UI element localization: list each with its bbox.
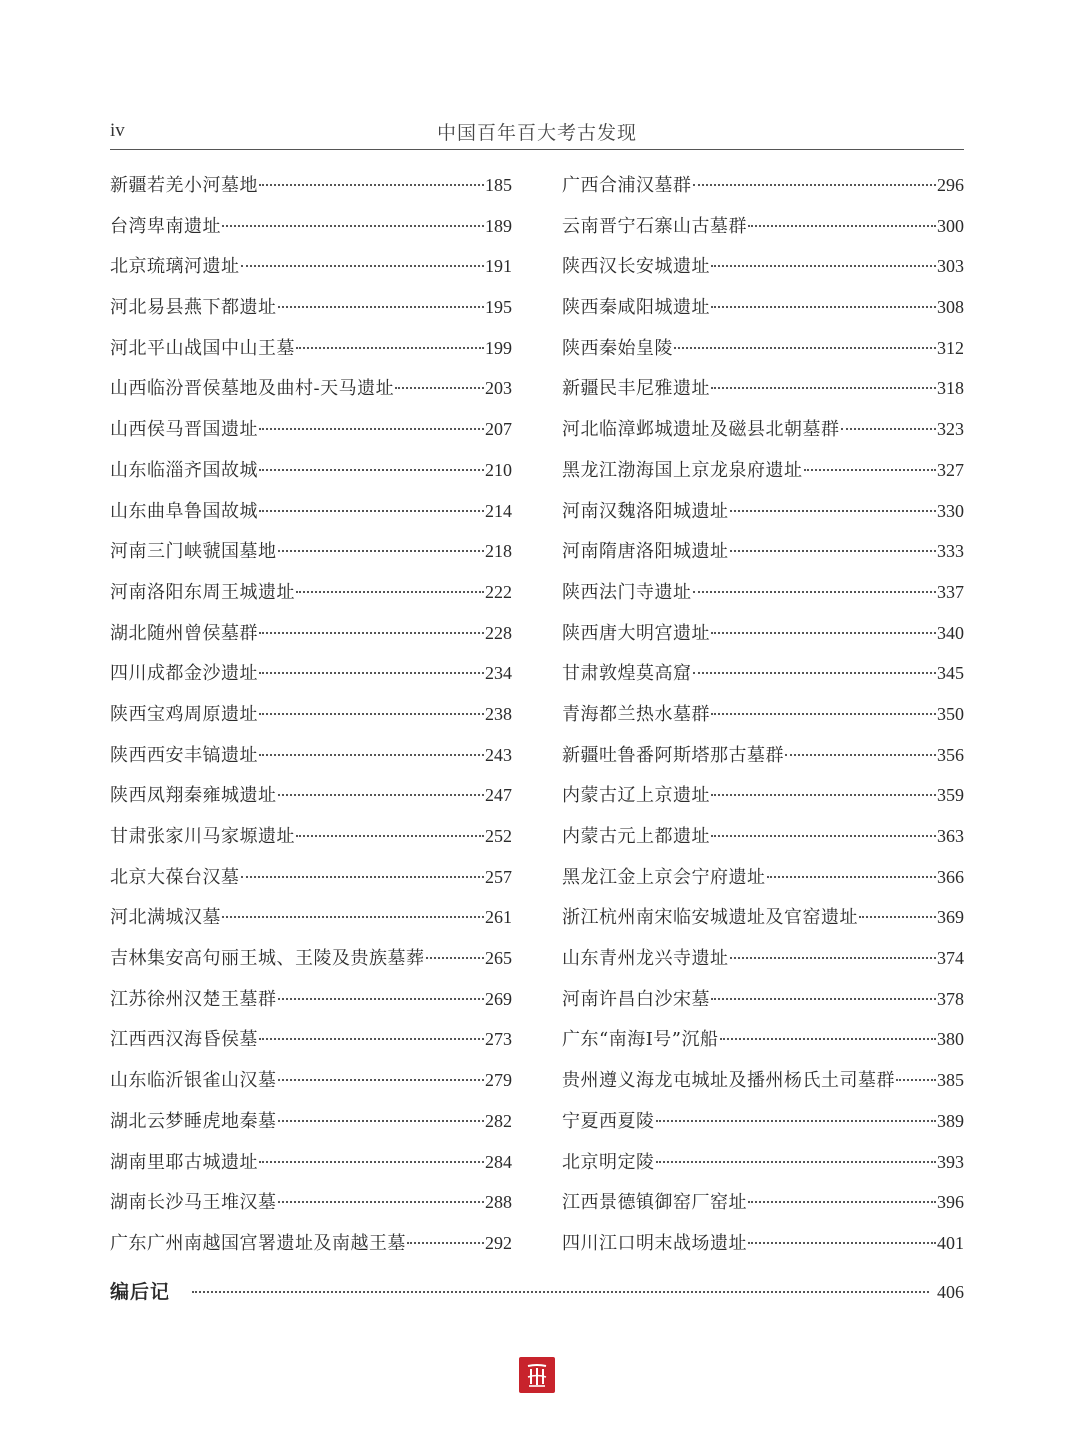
toc-entry-page: 261 bbox=[485, 907, 512, 928]
toc-entry[interactable] bbox=[110, 1060, 512, 1101]
toc-entry-title: 内蒙古辽上京遗址 bbox=[562, 785, 710, 807]
dot-leader bbox=[259, 510, 484, 512]
toc-entry[interactable] bbox=[110, 572, 512, 613]
dot-leader bbox=[278, 306, 485, 308]
toc-entry[interactable] bbox=[562, 775, 964, 816]
toc-entry-page: 243 bbox=[485, 744, 512, 765]
toc-entry-page: 345 bbox=[937, 663, 964, 684]
dot-leader bbox=[259, 184, 484, 186]
dot-leader bbox=[693, 184, 937, 186]
toc-entry[interactable] bbox=[110, 328, 512, 369]
toc-entry-page: 340 bbox=[937, 622, 964, 643]
toc-entry[interactable] bbox=[110, 613, 512, 654]
toc-entry-page: 273 bbox=[485, 1029, 512, 1050]
dot-leader bbox=[278, 550, 485, 552]
toc-entry-page: 374 bbox=[937, 948, 964, 969]
toc-entry-title: 新疆吐鲁番阿斯塔那古墓群 bbox=[562, 744, 784, 766]
dot-leader bbox=[711, 713, 936, 715]
toc-entry-title: 江西西汉海昏侯墓 bbox=[110, 1029, 258, 1051]
toc-entry[interactable] bbox=[110, 1182, 512, 1223]
toc-entry-title: 陕西秦咸阳城遗址 bbox=[562, 297, 710, 319]
toc-entry-title: 河北临漳邺城遗址及磁县北朝墓群 bbox=[562, 419, 840, 441]
toc-entry-page: 318 bbox=[937, 378, 964, 399]
toc-entry-title: 山东临沂银雀山汉墓 bbox=[110, 1070, 277, 1092]
toc-entry-page: 303 bbox=[937, 256, 964, 277]
toc-entry[interactable] bbox=[562, 246, 964, 287]
toc-entry-page: 257 bbox=[485, 866, 512, 887]
toc-entry-page: 199 bbox=[485, 337, 512, 358]
toc-entry[interactable] bbox=[110, 409, 512, 450]
toc-entry-title: 北京琉璃河遗址 bbox=[110, 256, 240, 278]
toc-entry-page: 282 bbox=[485, 1110, 512, 1131]
dot-leader bbox=[804, 469, 937, 471]
dot-leader bbox=[748, 1201, 936, 1203]
toc-entry-title: 河北易县燕下都遗址 bbox=[110, 297, 277, 319]
toc-entry[interactable] bbox=[110, 1223, 512, 1264]
toc-entry[interactable] bbox=[110, 857, 512, 898]
toc-entry-title: 江西景德镇御窑厂窑址 bbox=[562, 1192, 747, 1214]
toc-entry[interactable] bbox=[562, 531, 964, 572]
dot-leader bbox=[192, 1291, 929, 1293]
toc-entry-title: 河北满城汉墓 bbox=[110, 907, 221, 929]
toc-entry[interactable] bbox=[562, 165, 964, 206]
toc-entry[interactable] bbox=[110, 287, 512, 328]
toc-entry-title: 内蒙古元上都遗址 bbox=[562, 826, 710, 847]
toc-entry-page: 195 bbox=[485, 297, 512, 318]
toc-entry[interactable] bbox=[110, 368, 512, 409]
toc-entry-title: 河南汉魏洛阳城遗址 bbox=[562, 500, 729, 522]
toc-entry-title: 山西侯马晋国遗址 bbox=[110, 419, 258, 441]
dot-leader bbox=[407, 1242, 484, 1244]
toc-entry-page: 288 bbox=[485, 1192, 512, 1213]
dot-leader bbox=[748, 1242, 936, 1244]
toc-entry-page: 207 bbox=[485, 419, 512, 440]
toc-entry-title: 宁夏西夏陵 bbox=[562, 1110, 655, 1132]
toc-entry-page: 214 bbox=[485, 500, 512, 521]
toc-entry-title: 北京明定陵 bbox=[562, 1151, 655, 1173]
toc-entry-page: 356 bbox=[937, 744, 964, 765]
dot-leader bbox=[711, 306, 936, 308]
toc-entry[interactable] bbox=[562, 1019, 964, 1060]
toc-entry[interactable] bbox=[562, 938, 964, 979]
dot-leader bbox=[278, 1120, 485, 1122]
toc-entry-page: 312 bbox=[937, 337, 964, 358]
toc-entry[interactable] bbox=[110, 816, 512, 857]
toc-entry-page: 389 bbox=[937, 1110, 964, 1131]
toc-entry[interactable] bbox=[562, 857, 964, 898]
toc-entry[interactable] bbox=[562, 1060, 964, 1101]
toc-entry-title: 浙江杭州南宋临安城遗址及官窑遗址 bbox=[562, 907, 858, 929]
toc-entry-page: 337 bbox=[937, 581, 964, 602]
toc-entry-page: 292 bbox=[485, 1232, 512, 1253]
toc-entry[interactable] bbox=[110, 165, 512, 206]
toc-entry[interactable] bbox=[110, 979, 512, 1020]
toc-entry-title: 山东曲阜鲁国故城 bbox=[110, 500, 258, 522]
toc-entry-title: 吉林集安高句丽王城、王陵及贵族墓葬 bbox=[110, 948, 425, 970]
toc-entry[interactable] bbox=[562, 1182, 964, 1223]
toc-entry-page: 284 bbox=[485, 1151, 512, 1172]
toc-entry-title: 河南三门峡虢国墓地 bbox=[110, 541, 277, 563]
toc-entry-title: 湖南里耶古城遗址 bbox=[110, 1151, 258, 1173]
dot-leader bbox=[259, 428, 484, 430]
dot-leader bbox=[859, 916, 936, 918]
dot-leader bbox=[711, 794, 936, 796]
toc-entry-page: 269 bbox=[485, 988, 512, 1009]
toc-entry-title: 河南许昌白沙宋墓 bbox=[562, 988, 710, 1010]
toc-entry-title: 台湾卑南遗址 bbox=[110, 215, 221, 237]
toc-entry-title: 广西合浦汉墓群 bbox=[562, 175, 692, 196]
dot-leader bbox=[278, 1079, 485, 1081]
toc-entry[interactable] bbox=[110, 491, 512, 532]
toc-entry-page: 191 bbox=[485, 256, 512, 277]
toc-entry[interactable] bbox=[562, 816, 964, 857]
toc-entry[interactable] bbox=[562, 409, 964, 450]
toc-entry-page: 189 bbox=[485, 215, 512, 236]
dot-leader bbox=[711, 998, 936, 1000]
toc-entry-title: 新疆若羌小河墓地 bbox=[110, 175, 258, 196]
toc-entry[interactable] bbox=[562, 735, 964, 776]
dot-leader bbox=[259, 1038, 484, 1040]
toc-entry-title: 陕西秦始皇陵 bbox=[562, 337, 673, 359]
dot-leader bbox=[693, 672, 937, 674]
toc-entry-page: 330 bbox=[937, 500, 964, 521]
toc-entry[interactable] bbox=[110, 450, 512, 491]
toc-entry-page: 406 bbox=[937, 1282, 964, 1302]
toc-entry-title: 陕西宝鸡周原遗址 bbox=[110, 703, 258, 725]
toc-entry[interactable] bbox=[562, 572, 964, 613]
toc-entry-page: 366 bbox=[937, 866, 964, 887]
dot-leader bbox=[785, 754, 936, 756]
toc-entry-page: 279 bbox=[485, 1070, 512, 1091]
toc-entry-title: 新疆民丰尼雅遗址 bbox=[562, 378, 710, 400]
toc-entry-title: 山西临汾晋侯墓地及曲村-天马遗址 bbox=[110, 378, 395, 400]
toc-entry[interactable] bbox=[110, 1019, 512, 1060]
toc-entry-page: 393 bbox=[937, 1151, 964, 1172]
dot-leader bbox=[720, 1038, 936, 1040]
dot-leader bbox=[296, 347, 484, 349]
dot-leader bbox=[767, 876, 937, 878]
dot-leader bbox=[693, 591, 937, 593]
dot-leader bbox=[259, 672, 484, 674]
dot-leader bbox=[656, 1120, 937, 1122]
dot-leader bbox=[748, 225, 936, 227]
toc-entry-page: 380 bbox=[937, 1029, 964, 1050]
dot-leader bbox=[259, 713, 484, 715]
toc-entry-page: 265 bbox=[485, 948, 512, 969]
toc-entry-title: 北京大葆台汉墓 bbox=[110, 866, 240, 888]
dot-leader bbox=[222, 916, 484, 918]
toc-entry-title: 甘肃敦煌莫高窟 bbox=[562, 663, 692, 685]
toc-entry[interactable] bbox=[562, 368, 964, 409]
toc-entry-title: 湖南长沙马王堆汉墓 bbox=[110, 1192, 277, 1214]
toc-entry[interactable] bbox=[562, 653, 964, 694]
toc-entry[interactable] bbox=[562, 287, 964, 328]
toc-entry-page: 378 bbox=[937, 988, 964, 1009]
toc-entry-page: 385 bbox=[937, 1070, 964, 1091]
toc-entry[interactable] bbox=[562, 1142, 964, 1183]
toc-entry-page: 234 bbox=[485, 663, 512, 684]
toc-entry-title: 江苏徐州汉楚王墓群 bbox=[110, 988, 277, 1010]
toc-entry[interactable] bbox=[110, 938, 512, 979]
toc-entry-title: 青海都兰热水墓群 bbox=[562, 703, 710, 725]
dot-leader bbox=[296, 835, 484, 837]
dot-leader bbox=[426, 957, 485, 959]
dot-leader bbox=[896, 1079, 936, 1081]
toc-entry[interactable] bbox=[562, 1101, 964, 1142]
toc-entry-afterword[interactable] bbox=[110, 1272, 964, 1312]
toc-entry-title: 黑龙江金上京会宁府遗址 bbox=[562, 866, 766, 888]
toc-entry-page: 359 bbox=[937, 785, 964, 806]
toc-entry-title: 陕西汉长安城遗址 bbox=[562, 256, 710, 278]
toc-entry[interactable] bbox=[110, 531, 512, 572]
toc-entry-title: 山东临淄齐国故城 bbox=[110, 459, 258, 481]
dot-leader bbox=[711, 835, 936, 837]
toc-entry-title: 广东广州南越国宫署遗址及南越王墓 bbox=[110, 1232, 406, 1254]
toc-entry-page: 327 bbox=[937, 459, 964, 480]
toc-entry[interactable] bbox=[562, 1223, 964, 1264]
book-title: 中国百年百大考古发现 bbox=[436, 122, 637, 144]
toc-entry[interactable] bbox=[562, 491, 964, 532]
toc-entry-title: 四川成都金沙遗址 bbox=[110, 663, 258, 685]
toc-entry[interactable] bbox=[562, 694, 964, 735]
toc-entry-page: 296 bbox=[937, 175, 964, 195]
toc-entry-page: 203 bbox=[485, 378, 512, 399]
toc-entry-title: 河南隋唐洛阳城遗址 bbox=[562, 541, 729, 563]
toc-entry-page: 363 bbox=[937, 826, 964, 846]
toc-entry-title: 黑龙江渤海国上京龙泉府遗址 bbox=[562, 459, 803, 481]
dot-leader bbox=[259, 469, 484, 471]
toc-entry-page: 222 bbox=[485, 581, 512, 602]
toc-entry-title: 河南洛阳东周王城遗址 bbox=[110, 581, 295, 603]
toc-entry[interactable] bbox=[110, 206, 512, 247]
toc-entry[interactable] bbox=[110, 653, 512, 694]
toc-entry-page: 401 bbox=[937, 1232, 964, 1253]
dot-leader bbox=[278, 794, 485, 796]
dot-leader bbox=[711, 632, 936, 634]
dot-leader bbox=[730, 550, 937, 552]
toc-entry-page: 185 bbox=[485, 175, 512, 195]
dot-leader bbox=[241, 265, 485, 267]
toc-entry[interactable] bbox=[562, 450, 964, 491]
toc-entry-title: 山东青州龙兴寺遗址 bbox=[562, 948, 729, 970]
red-seal-icon bbox=[519, 1357, 555, 1393]
toc-entry[interactable] bbox=[110, 775, 512, 816]
toc-entry[interactable] bbox=[110, 246, 512, 287]
toc-entry[interactable] bbox=[562, 206, 964, 247]
dot-leader bbox=[656, 1161, 937, 1163]
toc-entry[interactable] bbox=[562, 897, 964, 938]
header-rule bbox=[110, 149, 964, 150]
toc-entry-title: 四川江口明末战场遗址 bbox=[562, 1232, 747, 1254]
toc-entry-title: 广东“南海Ⅰ号”沉船 bbox=[562, 1029, 719, 1051]
toc-entry-title: 湖北云梦睡虎地秦墓 bbox=[110, 1110, 277, 1132]
toc-entry-page: 323 bbox=[937, 419, 964, 440]
dot-leader bbox=[278, 1201, 485, 1203]
dot-leader bbox=[259, 632, 484, 634]
toc-entry[interactable] bbox=[562, 328, 964, 369]
page-header bbox=[110, 112, 964, 148]
toc-entry-title: 陕西唐大明宫遗址 bbox=[562, 622, 710, 644]
toc-entry-page: 396 bbox=[937, 1192, 964, 1213]
toc-entry-page: 210 bbox=[485, 459, 512, 480]
toc-entry-page: 228 bbox=[485, 622, 512, 643]
toc-entry-title: 河北平山战国中山王墓 bbox=[110, 337, 295, 359]
dot-leader bbox=[278, 998, 485, 1000]
toc-entry-page: 369 bbox=[937, 907, 964, 928]
toc-entry-page: 300 bbox=[937, 215, 964, 236]
toc-entry-title: 云南晋宁石寨山古墓群 bbox=[562, 215, 747, 237]
dot-leader bbox=[730, 510, 937, 512]
page-number: iv bbox=[110, 120, 125, 141]
dot-leader bbox=[841, 428, 937, 430]
toc-entry-page: 333 bbox=[937, 541, 964, 562]
toc-entry[interactable] bbox=[110, 694, 512, 735]
toc-entry[interactable] bbox=[562, 613, 964, 654]
dot-leader bbox=[711, 265, 936, 267]
toc-entry-title: 甘肃张家川马家塬遗址 bbox=[110, 826, 295, 847]
toc-entry[interactable] bbox=[110, 1101, 512, 1142]
toc-entry-title: 湖北随州曾侯墓群 bbox=[110, 622, 258, 644]
toc-entry-title: 贵州遵义海龙屯城址及播州杨氏土司墓群 bbox=[562, 1070, 895, 1092]
toc-entry-title: 编后记 bbox=[110, 1281, 171, 1303]
toc-entry[interactable] bbox=[110, 897, 512, 938]
dot-leader bbox=[241, 876, 485, 878]
dot-leader bbox=[222, 225, 484, 227]
dot-leader bbox=[296, 591, 484, 593]
toc-column-right bbox=[562, 165, 964, 1264]
toc-entry-page: 252 bbox=[485, 826, 512, 846]
dot-leader bbox=[259, 1161, 484, 1163]
toc-entry[interactable] bbox=[562, 979, 964, 1020]
dot-leader bbox=[259, 754, 484, 756]
dot-leader bbox=[730, 957, 937, 959]
toc-entry-title: 陕西法门寺遗址 bbox=[562, 581, 692, 603]
toc-entry-page: 247 bbox=[485, 785, 512, 806]
toc-entry-title: 陕西凤翔秦雍城遗址 bbox=[110, 785, 277, 807]
toc-entry[interactable] bbox=[110, 735, 512, 776]
toc-entry-page: 238 bbox=[485, 703, 512, 724]
toc-entry[interactable] bbox=[110, 1142, 512, 1183]
toc-entry-title: 陕西西安丰镐遗址 bbox=[110, 744, 258, 766]
toc-column-left bbox=[110, 165, 512, 1264]
toc-entry-page: 218 bbox=[485, 541, 512, 562]
toc-entry-page: 350 bbox=[937, 703, 964, 724]
dot-leader bbox=[674, 347, 936, 349]
toc-entry-page: 308 bbox=[937, 297, 964, 318]
dot-leader bbox=[395, 387, 484, 389]
dot-leader bbox=[711, 387, 936, 389]
